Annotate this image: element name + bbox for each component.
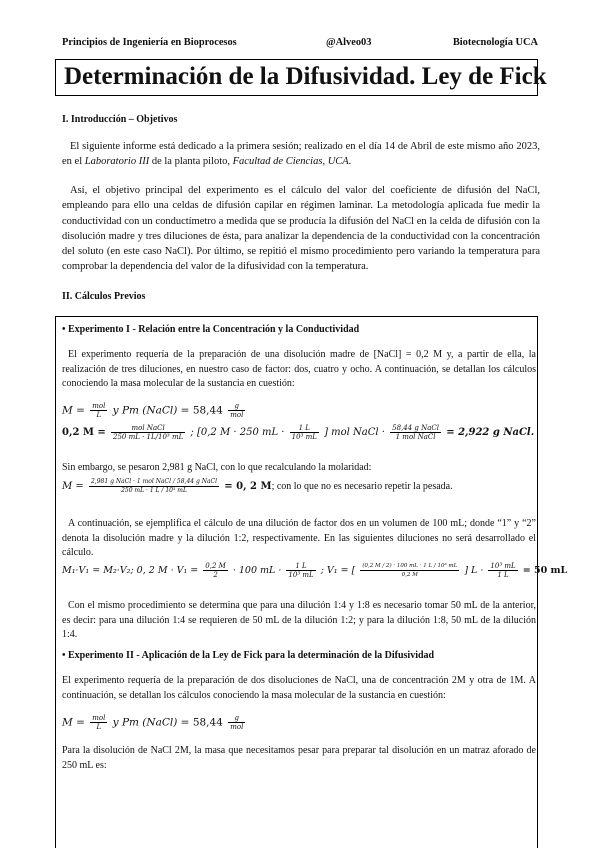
header-author: @Alveo03 [326, 37, 372, 48]
faculty-name: Facultad de Ciencias, UCA. [232, 156, 352, 168]
equation-dilution: M₁·V₁ = M₂·V₂; 0, 2 M · V₁ = $\frac{0,2 M}{2}$ · 100 mL · $\frac{1 L}{\text{10³ mL}}$ ; V₁ = [ $\frac{\text{(0,2 M / 2) · 100 mL · 1 L / 10³ mL}}{0,2 M}$ ] L · $\frac{\text{10³ mL}}{1 L}$ = 50 mL [62, 562, 568, 579]
equation-recalculated-molarity: M = 2,981 g NaCl · 1 mol NaCl / 58,44 g NaCl 250 mL · 1 L / 10³ mL = 0, 2 M; con lo que no es necesario repetir la pesada. [62, 478, 453, 494]
exp2-paragraph-2: Para la disolución de NaCl 2M, la masa que necesitamos pesar para preparar tal disolución en un matraz aforado de 250 mL es: [62, 745, 536, 771]
experiment-2-title: • Experimento II - Aplicación de la Ley de Fick para la determinación de la Difusividad [62, 650, 435, 661]
exp1-paragraph-1: El experimento requería de la preparación de una disolución madre de [NaCl] = 0,2 M y, a partir de ella, la realización de tres diluciones, en nuestro caso de factor: dos, cuatro y ocho. A continuación, se detallan los cálculos conociendo la masa molecular de la sustancia en cuestión: [62, 349, 536, 389]
equation-mass-calculation: 0,2 M = mol NaCl 250 mL · 1L/10³ mL ; [0,2 M · 250 mL · $\frac{1 L}{\text{10³ mL}}$ ] mol NaCl · 58,44 g NaCl 1 mol NaCl = 2,922 g NaCl. [62, 424, 535, 441]
experiment-1-title: • Experimento I - Relación entre la Concentración y la Conductividad [62, 324, 360, 335]
header-institution: Biotecnología UCA [452, 37, 538, 48]
exp2-paragraph-1: El experimento requería de la preparación de dos disoluciones de NaCl, una de concentración 2M y otra de 1M. A continuación, se detallan los cálculos conociendo la masa molecular de la sustancia en cuestión: [62, 675, 536, 701]
section-heading-calculations: II. Cálculos Previos [62, 291, 146, 302]
intro-text-b: de la planta piloto, [149, 156, 233, 168]
title-box [55, 59, 547, 96]
running-header [62, 37, 538, 51]
document-title: Determinación de la Difusividad. Ley de Fick [64, 63, 547, 90]
header-course: Principios de Ingeniería en Bioprocesos [62, 37, 237, 48]
intro-paragraph-2: Así, el objetivo principal del experimento es el cálculo del valor del coeficiente de difusión del NaCl, empleando para ello una celdas de difusión capilar en régimen laminar. La metodología aplicada fue medir la conductividad con un conductímetro a medida que se producía la difusión del NaCl en la celda de difusión con la disolución madre y tres diluciones de ésta, para analizar la dependencia de la conductividad con la concentración del soluto (en este caso NaCl). Por último, se repitió el mismo procedimiento pero variando la temperatura para comprobar la dependencia del valor de la difusividad con la temperatura. [62, 185, 540, 273]
exp1-paragraph-3: A continuación, se ejemplifica el cálculo de una dilución de factor dos en un volumen de 100 mL; donde “1” y “2” denota la disolución madre y la dilución 1:2, respectivamente. En las siguientes diluciones no será desarrollado el cálculo. [62, 518, 536, 558]
exp1-paragraph-4: Con el mismo procedimiento se determina que para una dilución 1:4 y 1:8 es necesario tomar 50 mL de la anterior, es decir: para una dilución 1:4 se requieren de 50 mL de la dilución 1:2; y para la dilución 1:8, 50 mL de la dilución 1:4. [62, 600, 536, 640]
intro-text-a: El siguiente informe está dedicado a la primera sesión; realizado en el día 14 de Abril de este mismo año 2023, en el [62, 141, 540, 168]
equation-molarity-definition-2: M = mol L y Pm (NaCl) = 58,44 g mol [62, 714, 244, 731]
section-heading-intro: I. Introducción – Objetivos [62, 114, 178, 125]
intro-paragraph-1 [62, 139, 540, 170]
exp1-paragraph-2: Sin embargo, se pesaron 2,981 g NaCl, con lo que recalculando la molaridad: [62, 462, 372, 473]
equation-molarity-definition: M = mol L y Pm (NaCl) = 58,44 g mol [62, 402, 244, 419]
lab-name: Laboratorio III [84, 156, 150, 168]
